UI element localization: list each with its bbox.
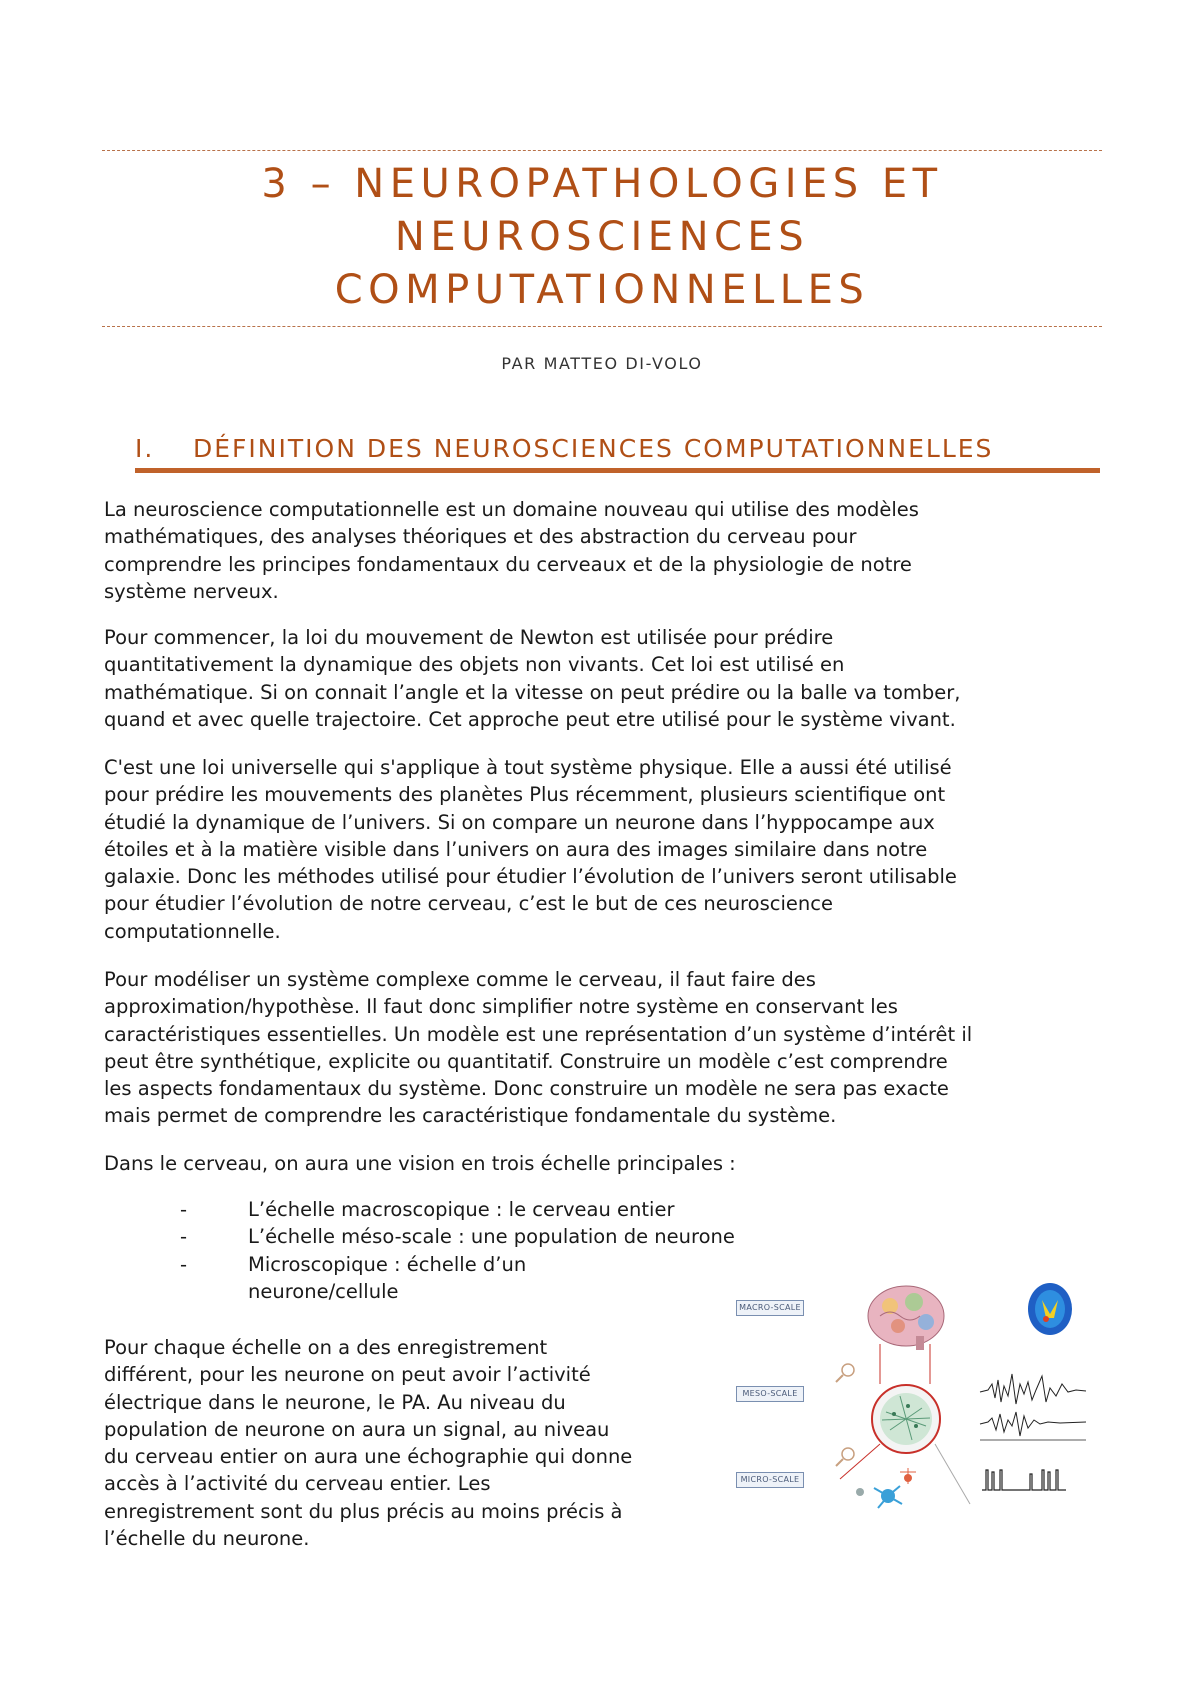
neuron-cell-icon: [856, 1468, 916, 1508]
text-line: étudié la dynamique de l’univers. Si on compare un neurone dans l’hyppocampe aux: [104, 810, 935, 834]
text-line: étoiles et à la matière visible dans l’univers on aura des images similaire dans notre: [104, 837, 928, 861]
list-item-text: [248, 1251, 526, 1306]
brain-scan-icon: [1028, 1283, 1072, 1335]
section-heading: [135, 430, 1100, 473]
magnifier-icon: [836, 1364, 854, 1382]
text-line: Pour modéliser un système complexe comme le cerveau, il faut faire des: [104, 968, 816, 991]
meso-scale-label: MESO-SCALE: [736, 1386, 804, 1402]
brain-icon: [868, 1286, 944, 1350]
figure-drawing: [730, 1264, 1110, 1514]
text-line: pour prédire les mouvements des planètes Plus récemment, plusieurs scientifique ont: [104, 783, 946, 807]
text-line: comprendre les principes fondamentaux du cerveaux et de la physiologie de notre: [104, 552, 912, 576]
text-line: peut être synthétique, explicite ou quantitatif. Construire un modèle c’est comprendre: [104, 1049, 948, 1073]
paragraph-modeling: [104, 966, 972, 1130]
text-line: enregistrement sont du plus précis au moins précis à: [104, 1499, 623, 1523]
title-top-rule: [102, 150, 1102, 151]
text-line: mathématiques, des analyses théoriques et des abstraction du cerveau pour: [104, 525, 857, 549]
micro-scale-label: MICRO-SCALE: [736, 1472, 804, 1488]
spike-train-icon: [982, 1470, 1066, 1490]
text-line: électrique dans le neurone, le PA. Au niveau du: [104, 1390, 566, 1414]
paragraph-universal-law: [104, 754, 957, 945]
text-line: quantitativement la dynamique des objets non vivants. Cet loi est utilisé en: [104, 653, 845, 677]
text-line: différent, pour les neurone on peut avoir l’activité: [104, 1363, 591, 1387]
text-line: caractéristiques essentielles. Un modèle est une représentation d’un système d’intérêt il: [104, 1022, 973, 1046]
scales-figure: [730, 1264, 1110, 1514]
text-line: mais permet de comprendre les caractéristique fondamentale du système.: [104, 1104, 837, 1128]
text-line: C'est une loi universelle qui s'applique à tout système physique. Elle a aussi été utilisé: [104, 756, 952, 779]
text-line: système nerveux.: [104, 579, 279, 603]
list-item-line: Microscopique : échelle d’un: [248, 1252, 527, 1276]
text-line: du cerveau entier on aura une échographie qui donne: [104, 1445, 633, 1469]
text-line: accès à l’activité du cerveau entier. Les: [104, 1472, 491, 1496]
text-line: Dans le cerveau, on aura une vision en trois échelle principales :: [104, 1152, 736, 1175]
title-bottom-rule: [102, 326, 1102, 327]
section-number: I.: [135, 434, 155, 463]
paragraph-definition: [104, 496, 919, 605]
list-dash: -: [180, 1252, 188, 1276]
text-line: Pour chaque échelle on a des enregistrement: [104, 1336, 548, 1359]
text-line: Pour commencer, la loi du mouvement de Newton est utilisée pour prédire: [104, 626, 834, 649]
neuron-population-icon: [872, 1385, 940, 1453]
text-line: galaxie. Donc les méthodes utilisé pour étudier l’évolution de l’univers seront utilisable: [104, 865, 957, 889]
title-line-3: COMPUTATIONNELLES: [334, 267, 870, 313]
list-dash: -: [180, 1225, 188, 1249]
paragraph-scales-intro: [104, 1150, 736, 1177]
text-line: La neuroscience computationnelle est un domaine nouveau qui utilise des modèles: [104, 498, 919, 521]
text-line: pour étudier l’évolution de notre cerveau, c’est le but de ces neuroscience: [104, 892, 833, 916]
text-line: l’échelle du neurone.: [104, 1527, 310, 1551]
list-dash: -: [180, 1198, 188, 1221]
text-line: population de neurone on aura un signal, au niveau: [104, 1417, 610, 1441]
section-title: DÉFINITION DES NEUROSCIENCES COMPUTATIONNELLES: [193, 434, 994, 463]
text-line: mathématique. Si on connait l’angle et la vitesse on peut prédire ou la balle va tomber,: [104, 680, 961, 704]
eeg-signal-icon: [980, 1374, 1086, 1440]
author-byline: PAR MATTEO DI-VOLO: [501, 354, 703, 373]
page-title: [102, 158, 1102, 317]
text-line: les aspects fondamentaux du système. Donc construire un modèle ne sera pas exacte: [104, 1077, 949, 1101]
text-line: approximation/hypothèse. Il faut donc simplifier notre système en conservant les: [104, 995, 898, 1019]
text-line: quand et avec quelle trajectoire. Cet approche peut etre utilisé pour le système vivant.: [104, 707, 956, 731]
list-item-text: L’échelle méso-scale : une population de neurone: [248, 1225, 735, 1249]
paragraph-recordings: [104, 1334, 632, 1552]
title-line-1: 3 – NEUROPATHOLOGIES ET: [261, 161, 943, 207]
list-item-text: L’échelle macroscopique : le cerveau entier: [248, 1198, 675, 1221]
list-item-line: neurone/cellule: [248, 1279, 399, 1303]
title-line-2: NEUROSCIENCES: [394, 214, 810, 260]
magnifier-icon: [836, 1448, 854, 1466]
text-line: computationnelle.: [104, 919, 281, 943]
macro-scale-label: MACRO-SCALE: [736, 1300, 804, 1316]
paragraph-newton: [104, 624, 960, 733]
